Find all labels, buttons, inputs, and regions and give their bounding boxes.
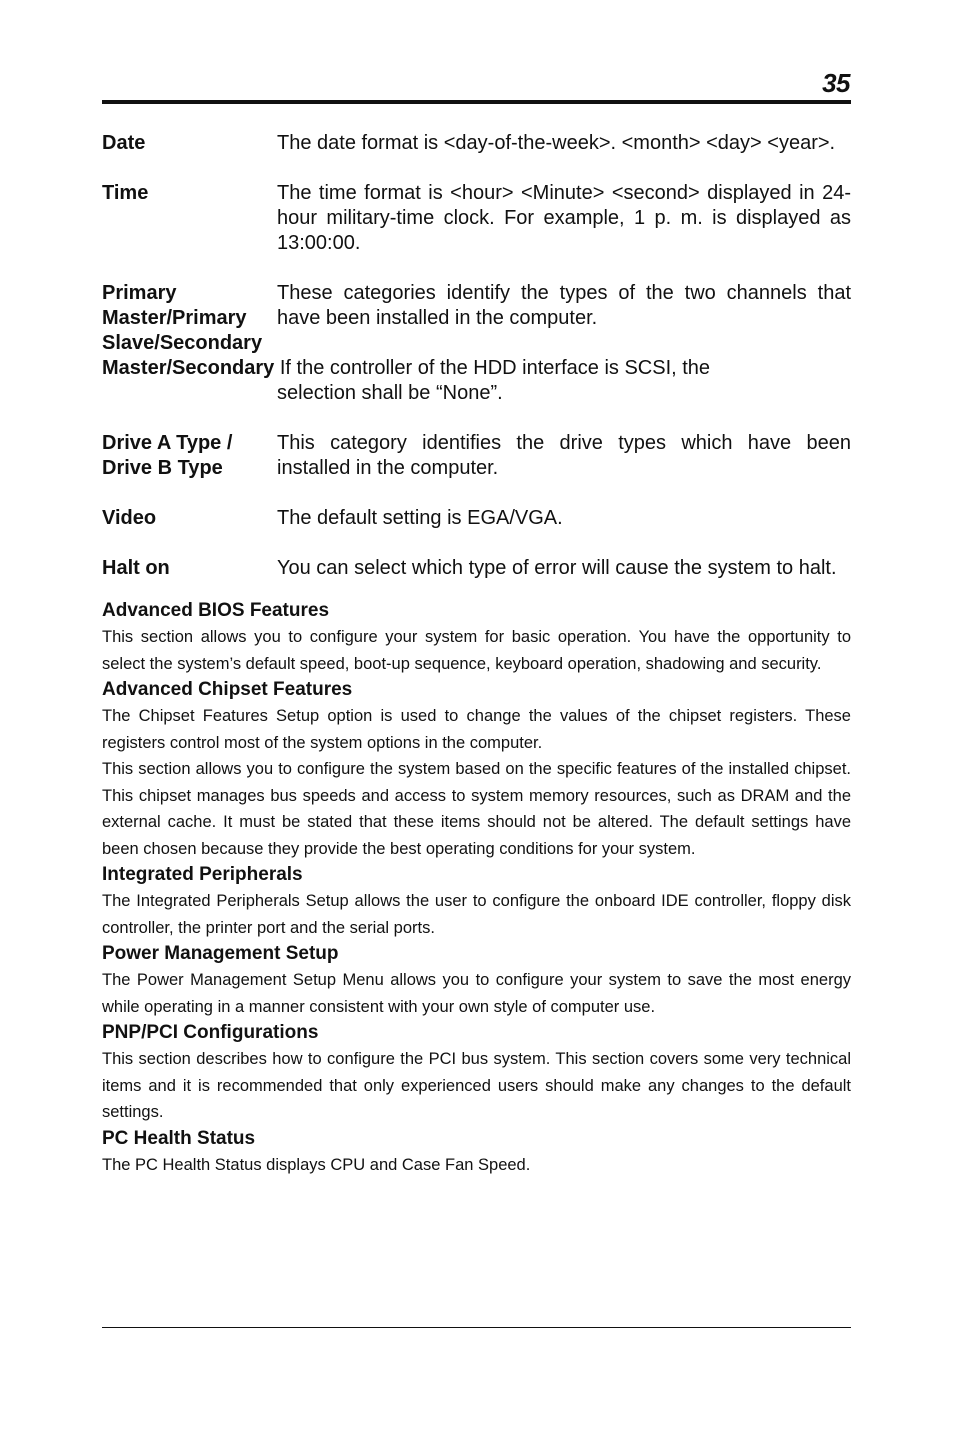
term-line: Drive A Type / [102, 432, 233, 454]
section-advanced-bios [102, 598, 851, 677]
section-paragraph: This section describes how to configure the PCI bus system. This section covers some very technical items and it is recommended that only experienced users should make any changes to the default settings. [102, 1050, 851, 1121]
term-line: Master/Primary [102, 307, 247, 329]
definition-desc: The date format is <day-of-the-week>. <month> <day> <year>. [277, 132, 836, 154]
section-pc-health [102, 1126, 851, 1179]
definition-secondary-master [102, 356, 851, 406]
definition-desc: You can select which type of error will cause the system to halt. [277, 557, 837, 579]
definition-term: Time [102, 182, 149, 204]
section-paragraph: The Chipset Features Setup option is used to change the values of the chipset registers. These registers control most of the system options in the computer. [102, 707, 851, 752]
section-heading: Advanced Chipset Features [102, 679, 353, 700]
definition-video [102, 506, 851, 531]
section-heading: PNP/PCI Configurations [102, 1022, 319, 1043]
definition-halt-on [102, 556, 851, 581]
section-power-management [102, 941, 851, 1020]
section-advanced-chipset [102, 677, 851, 862]
section-paragraph: This section allows you to configure the system based on the specific features of the installed chipset. This chipset manages bus speeds and access to system memory resources, such as DRAM and the external cache. It must be stated that these items should not be altered. The default settings have been chosen because they provide the best operating conditions for your system. [102, 760, 851, 858]
definition-term: Halt on [102, 557, 170, 579]
section-heading: Power Management Setup [102, 943, 339, 964]
definition-desc: These categories identify the types of the two channels that have been installed in the computer. [277, 282, 851, 329]
footer-rule [102, 1327, 851, 1328]
section-pnp-pci [102, 1020, 851, 1126]
section-heading: Integrated Peripherals [102, 864, 303, 885]
page-content [102, 131, 851, 1178]
definition-desc: The default setting is EGA/VGA. [277, 507, 563, 529]
section-paragraph: The Integrated Peripherals Setup allows the user to configure the onboard IDE controller, floppy disk controller, the printer port and the serial ports. [102, 892, 851, 937]
header-rule [102, 100, 851, 104]
section-paragraph: This section allows you to configure your system for basic operation. You have the opportunity to select the system’s default speed, boot-up sequence, keyboard operation, shadowing and security. [102, 628, 851, 673]
page-number: 35 [822, 68, 850, 98]
definition-term [102, 431, 277, 481]
term-line: Slave/Secondary [102, 332, 263, 354]
definition-term: Video [102, 507, 157, 529]
definition-desc: This category identifies the drive types which have been installed in the computer. [277, 432, 851, 479]
term-line: Drive B Type [102, 457, 223, 479]
definition-date [102, 131, 851, 156]
definition-primary-master [102, 281, 851, 356]
definition-drive-type [102, 431, 851, 481]
section-paragraph: The PC Health Status displays CPU and Case Fan Speed. [102, 1155, 531, 1174]
definition-desc: If the controller of the HDD interface is SCSI, the [279, 357, 711, 379]
term-line: Primary [102, 282, 177, 304]
section-heading: Advanced BIOS Features [102, 600, 330, 621]
section-integrated-peripherals [102, 862, 851, 941]
definition-desc: The time format is <hour> <Minute> <second> displayed in 24-hour military-time clock. For example, 1 p. m. is displayed as 13:00:00. [277, 182, 851, 254]
term-line: Master/Secondary [102, 357, 275, 379]
definition-term: Date [102, 132, 146, 154]
definition-desc: selection shall be “None”. [277, 382, 503, 404]
section-heading: PC Health Status [102, 1127, 256, 1149]
definition-time [102, 181, 851, 256]
definition-term [102, 281, 277, 356]
section-paragraph: The Power Management Setup Menu allows you to configure your system to save the most energy while operating in a manner consistent with your own style of computer use. [102, 971, 851, 1016]
